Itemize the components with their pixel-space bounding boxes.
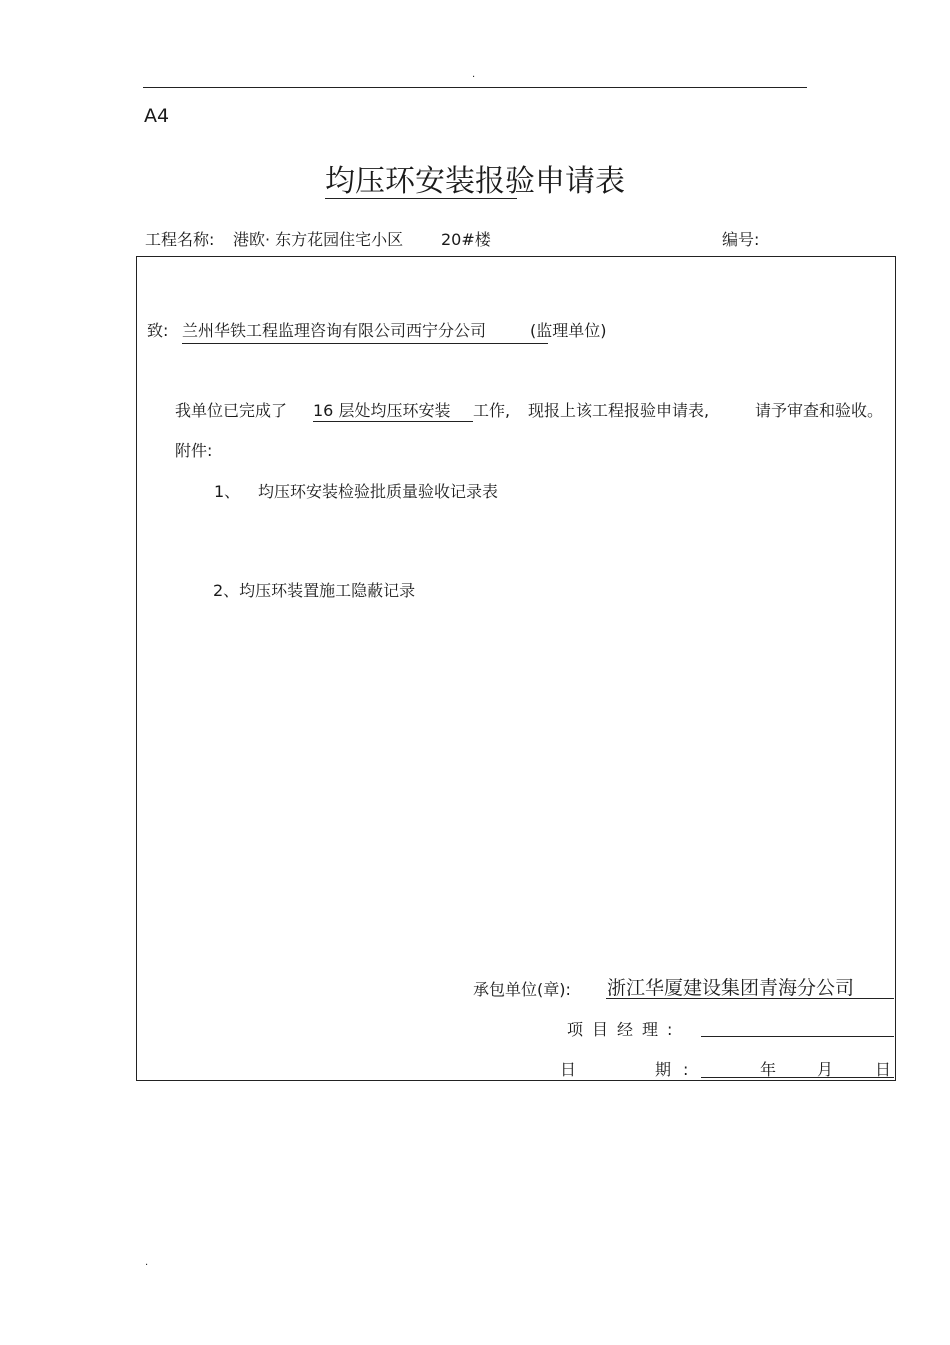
attachments-label: 附件:: [175, 441, 213, 460]
page-title: 均压环安装报验申请表: [325, 164, 625, 199]
header-rule: [143, 87, 807, 88]
project-manager-signature-line: [701, 1036, 894, 1037]
date-colon: :: [683, 1060, 689, 1079]
header-dot: .: [472, 69, 476, 80]
recipient-label: 致:: [147, 321, 169, 340]
contractor-label: 承包单位(章):: [473, 980, 571, 999]
date-month-label: 月: [817, 1060, 834, 1079]
statement-fill-value: 16 层处均压环安装: [313, 401, 451, 420]
contractor-name: 浙江华厦建设集团青海分公司: [607, 977, 855, 999]
recipient-underline: [182, 343, 548, 344]
statement-part-3: 现报上该工程报验申请表,: [528, 401, 710, 420]
statement-fill-underline: [313, 421, 473, 422]
date-label-period-char: 期: [655, 1060, 672, 1079]
project-name-label: 工程名称:: [145, 230, 215, 249]
recipient-value: 兰州华铁工程监理咨询有限公司西宁分公司: [182, 321, 487, 340]
form-code: A4: [144, 105, 170, 127]
footer-dot: .: [145, 1257, 149, 1268]
statement-part-2: 工作,: [473, 401, 511, 420]
attachment-2-text: 2、均压环装置施工隐蔽记录: [213, 581, 416, 600]
date-label-day-char: 日: [560, 1060, 577, 1079]
serial-number-label: 编号:: [722, 230, 760, 249]
date-day-label: 日: [875, 1060, 892, 1079]
title-underline: [325, 198, 517, 199]
statement-part-1: 我单位已完成了: [175, 401, 288, 420]
building-number: 20#楼: [441, 230, 491, 249]
date-year-label: 年: [760, 1060, 777, 1079]
statement-part-4: 请予审查和验收。: [755, 401, 884, 420]
attachment-1-text: 均压环安装检验批质量验收记录表: [258, 482, 499, 501]
attachment-1-number: 1、: [214, 482, 241, 501]
recipient-suffix: (监理单位): [530, 321, 607, 340]
date-line: [701, 1077, 894, 1078]
project-name-value: 港欧· 东方花园住宅小区: [233, 230, 404, 249]
project-manager-label: 项目经理:: [567, 1020, 682, 1039]
contractor-underline: [606, 998, 894, 999]
form-box: [136, 256, 896, 1081]
